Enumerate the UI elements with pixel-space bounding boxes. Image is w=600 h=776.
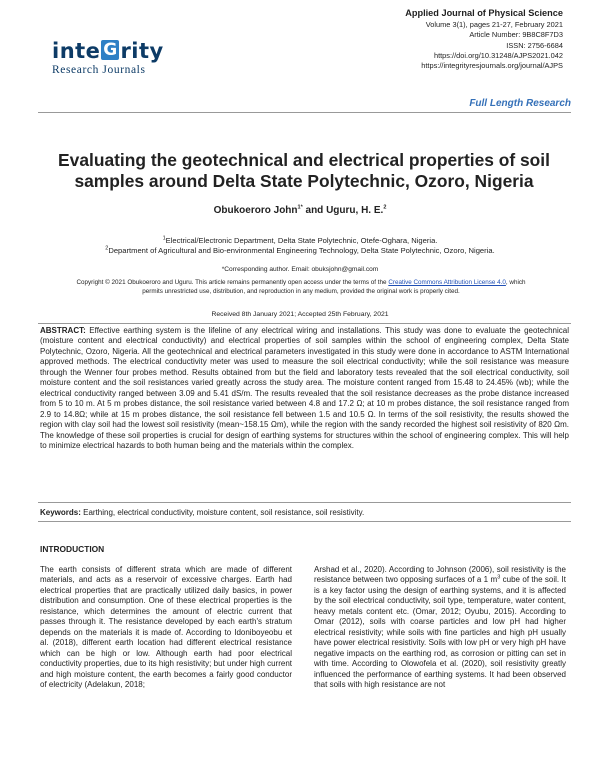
section-heading-introduction: INTRODUCTION <box>40 544 105 554</box>
journal-volume: Volume 3(1), pages 21-27, February 2021 <box>425 20 563 29</box>
license-link[interactable]: Creative Commons Attribution License 4.0 <box>388 279 506 286</box>
affiliations <box>0 236 600 256</box>
authors: Obukoeroro John$^{1*}$ and Uguru, H. E.$^2$ <box>213 204 387 216</box>
received-accepted-dates: Received 8th January 2021; Accepted 25th February, 2021 <box>211 311 389 318</box>
journal-url-link[interactable]: https://integrityresjournals.org/journal/AJPS <box>421 61 563 71</box>
author-2: Uguru, H. E. <box>326 205 384 216</box>
paper-title: Evaluating the geotechnical and electrical properties of soil samples around Delta State Polytechnic, Ozoro, Nigeria <box>58 150 550 191</box>
corresponding-author: *Corresponding author. Email: obuksjohn@gmail.com <box>221 266 379 273</box>
article-type: Full Length Research <box>469 98 571 109</box>
abstract-label: ABSTRACT: <box>40 326 86 335</box>
keywords-text: Earthing, electrical conductivity, moisture content, soil resistance, soil resistivity. <box>80 508 365 517</box>
abstract-bottom-divider <box>38 502 571 503</box>
keywords-divider <box>38 521 571 522</box>
abstract-top-divider <box>38 323 571 324</box>
keywords <box>40 508 569 517</box>
logo-g-box-icon: G <box>103 40 118 60</box>
header-divider <box>38 112 571 113</box>
logo-wordmark: inte G rity <box>52 39 164 63</box>
doi-link[interactable]: https://doi.org/10.31248/AJPS2021.042 <box>433 50 563 60</box>
affiliation-2: $^2$Department of Agricultural and Bio-environmental Engineering Technology, Delta State Polytechnic, Ozoro, Nigeria. <box>105 245 495 255</box>
issn: ISSN: 2756-6684 <box>506 40 563 50</box>
intro-column-right: Arshad et al., 2020). According to Johnson (2006), soil resistivity is the resistance between two opposing surfaces of a 1 $m^3$ cube of the soil. It is a key factor using the design of earthing systems, and it is affected by the soil electrical conductivity, soil type, temperature, water content, heavy metals content etc. (Omar, 2012; Oyubu, 2015). According to Omar (2012), soils with coarse particles and low pH had higher electrical resistivity; while soils with fine particles and high pH usually have power electrical resistivity. Soils with low pH or very high pH have negative impacts on the earthing rod, as corrosion or pitting can set in with time. According to Olowofela et al. (2020), soil resistivity greatly influenced the performance of earthing systems. It had been observed that soils with high resistance are not <box>314 565 566 689</box>
intro-column-left: The earth consists of different strata which are made of different materials, and acts as a reservoir of excessive charges. Earth had electrical properties that are practically utilized daily basics, in power distribution and consumption. One of these electrical properties is the resistance, which determines the amount of electric current that passes through it. The resistance developed by each earth's stratum depends on the materials it is made of. According to Idoniboyeobu et al. (2018), different earth location had different electrical resistance which can be high or low. Although earth had poor electrical conductivity properties, due to its high resistivity; but under high current and high moisture content, the earth becomes a fairly good conductor of electricity (Adelakun, 2018; <box>40 565 292 689</box>
author-1: Obukoeroro John <box>213 205 298 216</box>
affiliation-1: $^1$Electrical/Electronic Department, Delta State Polytechnic, Otefe-Oghara, Nigeria. <box>162 235 438 245</box>
article-number: Article Number: 9B8C8F7D3 <box>469 30 563 40</box>
journal-info <box>405 7 563 71</box>
copyright-notice: Copyright © 2021 Obukoeroro and Uguru. This article remains permanently open access under the terms of the Creative Commons Attribution License 4.0, which permits unrestricted use, distribution, and reproduction in any medium, provided the original work is properly cited. <box>76 279 526 295</box>
journal-name: Applied Journal of Physical Science <box>405 8 563 18</box>
abstract-text: Effective earthing system is the lifeline of any electrical wiring and installations. This study was done to evaluate the geotechnical (moisture content and electrical conductivity) and electrical properties of soil samples within the school of engineering complex, Delta State Polytechnic, Ozoro, Nigeria. All the geotechnical and electrical parameters investigated in this study were done in accordance to ASTM International approved methods. The electrical conductivity meter was used to measure the soil electrical conductivity; while the soil resistance was measure through the Wenner four probes method. Results obtained from but the field and laboratory tests revealed that the soil electrical conductivity, soil moisture content and the soil resistances varied greatly across the study area. The moisture content ranged from 15.48 to 24.45% (wb); while the electrical conductivity ranged between 3.09 and 5.41 dS/m. The results revealed that the soil resistance decreases as the probe distance increased from 5 to 10 m. At 5 m probes distance, the soil resistance varied between 4.8 and 17.2 Ω; at 10 m probes distance, the soil resistance ranged from 2.9 to 14.8Ω; while at 15 m probes distance, the soil resistance fell between 1.5 and 10.5 Ω. In terms of the soil resistivity, the results showed the region with clay soil had the lowest soil resistivity (mean~158.15 Ωm), while the region with the sandy recorded the highest soil resistivity of 820 Ωm. The knowledge of these soil properties is crucial for design of earthing systems for structures within the school of engineering complex. This will help to minimize electrical hazards to both human being and the materials within the complex. <box>40 326 569 450</box>
abstract <box>40 326 569 451</box>
keywords-label: Keywords: <box>40 508 81 517</box>
publisher-logo <box>52 40 182 86</box>
logo-subtitle: Research Journals <box>52 64 146 76</box>
